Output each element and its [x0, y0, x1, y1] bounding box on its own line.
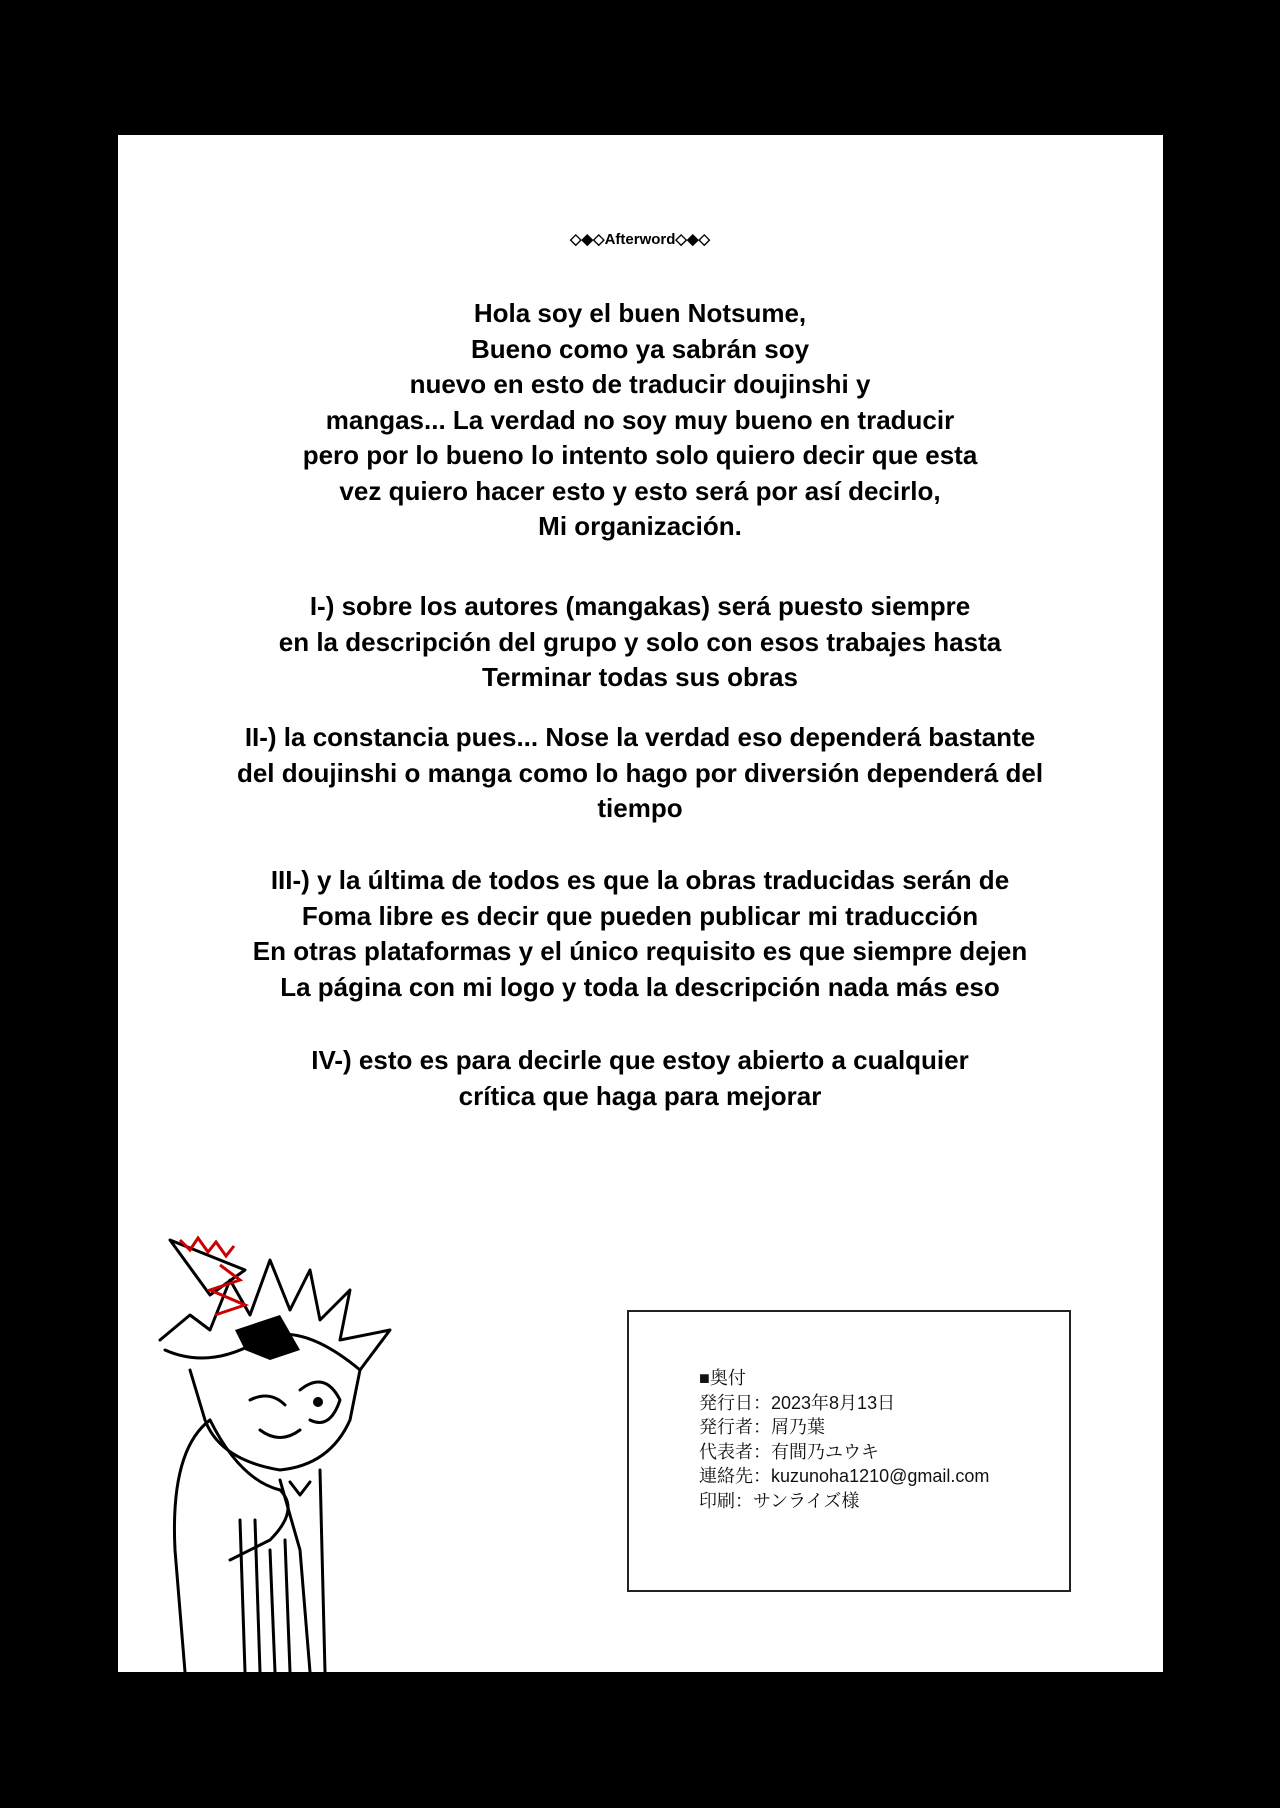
point-1-paragraph — [0, 589, 1280, 696]
text-line: IV-) esto es para decirle que estoy abierto a cualquier — [311, 1045, 969, 1075]
colophon-title: ■奥付 — [699, 1368, 746, 1388]
text-line: crítica que haga para mejorar — [458, 1080, 822, 1111]
text-line: del doujinshi o manga como lo hago por diversión dependerá del — [236, 757, 1044, 788]
intro-paragraph — [0, 296, 1280, 545]
text-line: Foma libre es decir que pueden publicar mi traducción — [301, 900, 979, 931]
text-line: II-) la constancia pues... Nose la verdad eso dependerá bastante — [244, 722, 1036, 752]
text-line: En otras plataformas y el único requisito es que siempre dejen — [252, 936, 1028, 966]
text-line: La página con mi logo y toda la descripción nada más eso — [280, 971, 1000, 1002]
text-line: Terminar todas sus obras — [482, 662, 798, 692]
text-line: nuevo en esto de traducir doujinshi y — [409, 369, 871, 399]
text-line: Mi organización. — [538, 511, 742, 541]
representative: 代表者：有間乃ユウキ — [699, 1441, 879, 1462]
afterword-heading: ◇◆◇Afterword◇◆◇ — [569, 231, 711, 248]
text-line: tiempo — [597, 793, 683, 823]
text-line: en la descripción del grupo y solo con esos trabajes hasta — [278, 626, 1002, 657]
text-line: mangas... La verdad no soy muy bueno en traducir — [325, 404, 955, 435]
text-line: pero por lo bueno lo intento solo quiero decir que esta — [302, 440, 978, 470]
text-line: Hola soy el buen Notsume, — [473, 298, 807, 328]
point-2-paragraph — [0, 720, 1280, 827]
publisher: 発行者：屑乃葉 — [699, 1417, 825, 1437]
publication-date: 発行日：2023年8月13日 — [699, 1392, 896, 1413]
colophon-box — [627, 1310, 1071, 1592]
point-4-paragraph — [0, 1043, 1280, 1114]
text-line: I-) sobre los autores (mangakas) será puesto siempre — [309, 591, 971, 621]
text-line: Bueno como ya sabrán soy — [470, 333, 810, 364]
text-line: III-) y la última de todos es que la obras traducidas serán de — [270, 865, 1010, 895]
contact-email: 連絡先：kuzunoha1210@gmail.com — [699, 1466, 990, 1486]
text-line: vez quiero hacer esto y esto será por así decirlo, — [339, 475, 941, 506]
character-sketch-illustration — [150, 1220, 410, 1672]
point-3-paragraph — [0, 863, 1280, 1005]
printer: 印刷：サンライズ様 — [699, 1490, 860, 1511]
